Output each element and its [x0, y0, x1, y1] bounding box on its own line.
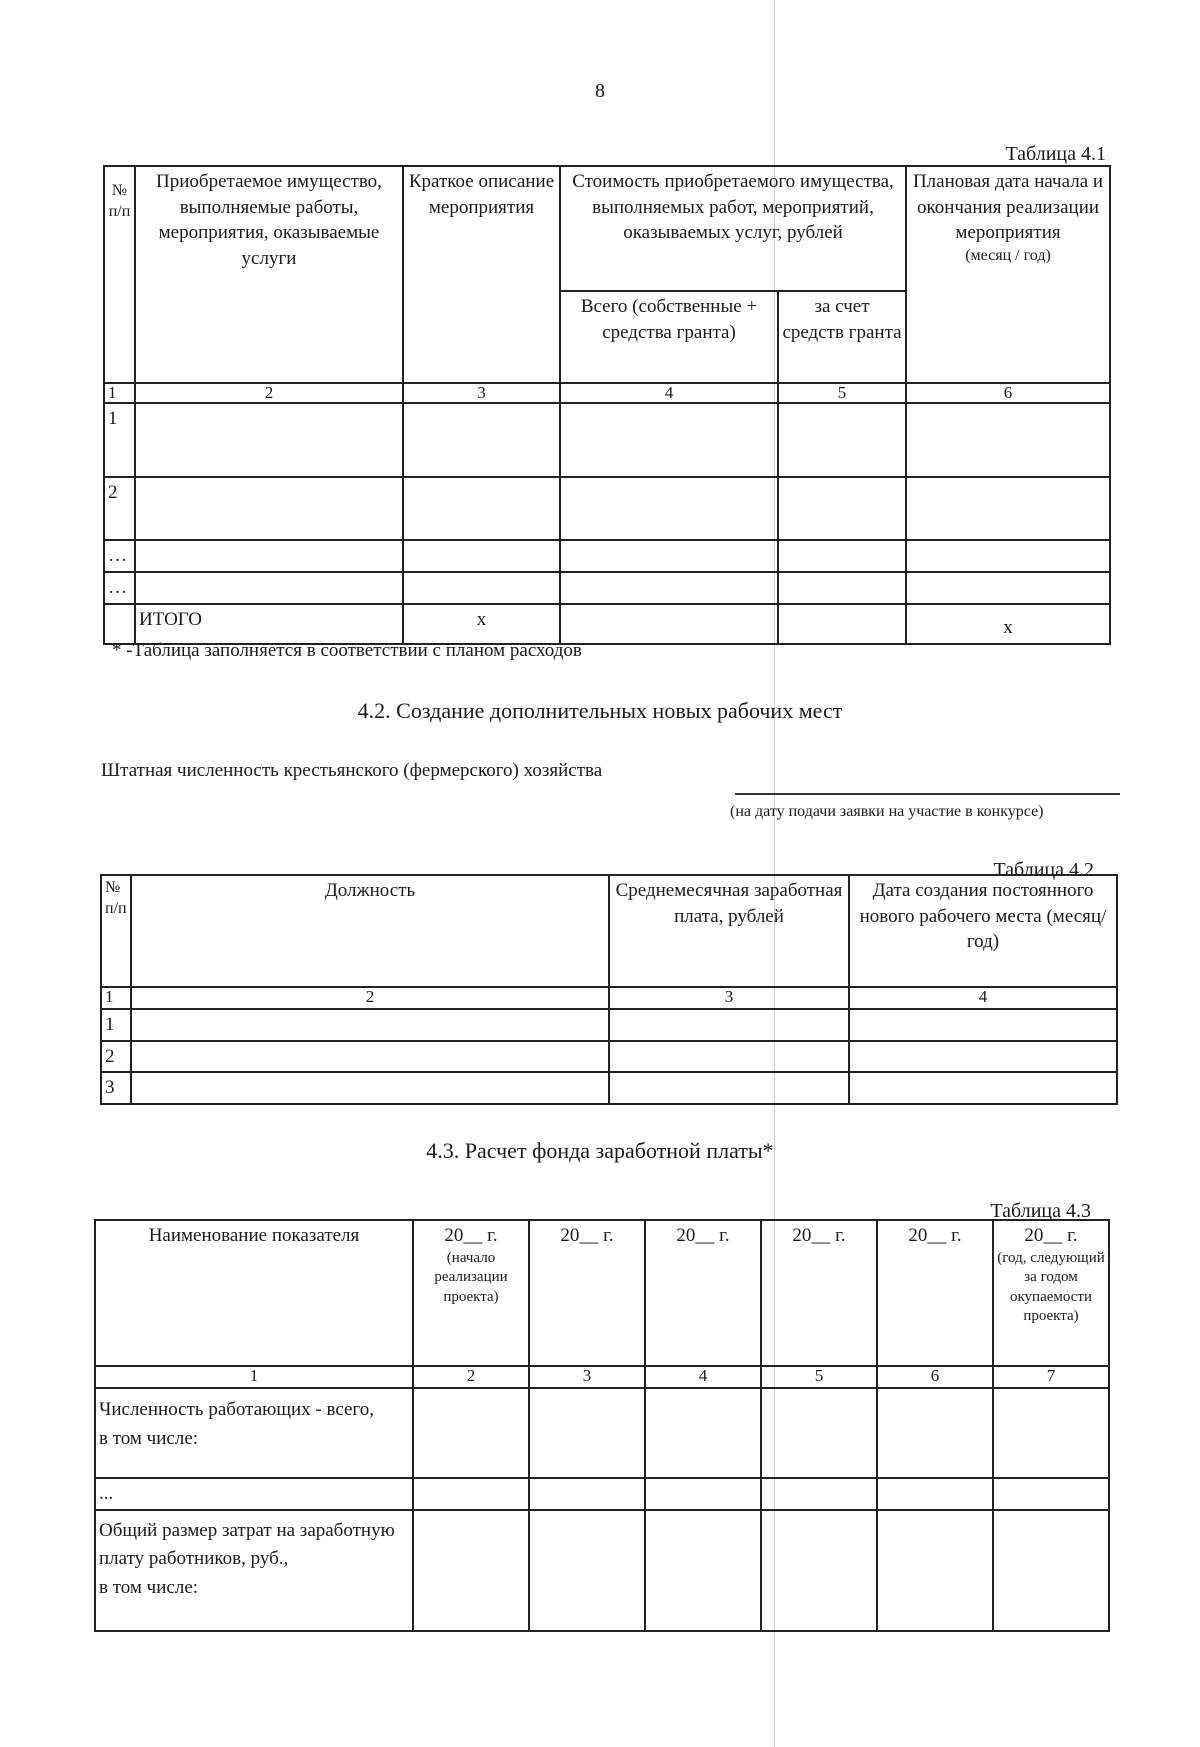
- table-4-2-cell: [131, 1041, 609, 1073]
- table-4-1-header-date-text: Плановая дата начала и окончания реализации мероприятия: [912, 171, 1104, 244]
- table-4-2-header-num: № п/п: [101, 875, 131, 987]
- table-4-3-colnum: 7: [993, 1366, 1109, 1388]
- table-4-3-year-label: 20__ г.: [444, 1225, 498, 1246]
- table-4-2-header-date: Дата создания постоянного нового рабочего места (месяц/год): [849, 875, 1117, 987]
- table-4-3-cell: [993, 1478, 1109, 1510]
- table-4-1-cell: [104, 604, 135, 644]
- table-4-3-cell: [645, 1510, 761, 1631]
- table-4-1-colnum: 6: [906, 383, 1110, 403]
- table-4-1-cell: [135, 403, 403, 477]
- table-4-3-cell: [877, 1478, 993, 1510]
- table-4-2-header-position: Должность: [131, 875, 609, 987]
- table-4-2-colnum: 1: [101, 987, 131, 1009]
- table-4-1-cell: [560, 403, 778, 477]
- table-4-3-row-label: ...: [95, 1478, 413, 1510]
- table-4-3-colnum: 2: [413, 1366, 529, 1388]
- table-4-1-cell: [135, 477, 403, 540]
- table-4-1: [103, 165, 1111, 645]
- table-4-3-cell: [877, 1510, 993, 1631]
- table-4-1-row-num: …: [104, 572, 135, 604]
- table-4-3-row-text: в том числе:: [99, 1576, 199, 1598]
- table-4-1-cell: [403, 403, 560, 477]
- table-4-3-caption: Таблица 4.3: [990, 1200, 1091, 1222]
- staff-count-blank: [735, 793, 1120, 795]
- table-4-3-cell: [413, 1478, 529, 1510]
- table-4-1-cell: [778, 477, 906, 540]
- table-4-3-cell: [761, 1388, 877, 1478]
- table-4-1-cell: [906, 572, 1110, 604]
- table-4-3-cell: [877, 1388, 993, 1478]
- section-4-3-heading: 4.3. Расчет фонда заработной платы*: [426, 1138, 774, 1163]
- table-4-2-cell: [609, 1009, 849, 1041]
- table-4-1-row-num: 2: [104, 477, 135, 540]
- table-4-3-cell: [529, 1388, 645, 1478]
- table-4-1-header-date-sub: (месяц / год): [965, 246, 1051, 264]
- table-4-1-row-num: …: [104, 540, 135, 572]
- table-4-1-cell: [560, 540, 778, 572]
- table-4-3-colnum: 4: [645, 1366, 761, 1388]
- table-4-2-row-num: 1: [101, 1009, 131, 1041]
- table-4-1-cell: [778, 403, 906, 477]
- table-4-1-colnum: 3: [403, 383, 560, 403]
- table-4-1-header-cost: Стоимость приобретаемого имущества, выполняемых работ, мероприятий, оказываемых услуг, рублей: [560, 166, 906, 291]
- table-4-3-start-note: (начало реализации проекта): [434, 1249, 508, 1305]
- table-4-3-cell: [413, 1510, 529, 1631]
- table-4-1-header-date: [906, 166, 1110, 383]
- section-4-2-heading: 4.2. Создание дополнительных новых рабочих мест: [357, 698, 843, 723]
- table-4-1-header-desc: Краткое описание мероприятия: [403, 166, 560, 383]
- table-4-3-row-label: [95, 1510, 413, 1631]
- table-4-3-year-label: 20__ г.: [877, 1220, 993, 1366]
- table-4-3-cell: [529, 1510, 645, 1631]
- table-4-2-caption: Таблица 4.2: [993, 859, 1094, 881]
- table-4-3: [94, 1219, 1110, 1632]
- table-4-1-cell: [560, 477, 778, 540]
- table-4-1-colnum: 5: [778, 383, 906, 403]
- table-4-3-header-year-last: [993, 1220, 1109, 1366]
- table-4-2-colnum: 2: [131, 987, 609, 1009]
- table-4-3-year-label: 20__ г.: [1024, 1225, 1078, 1246]
- table-4-3-row-text: в том числе:: [99, 1428, 199, 1450]
- staff-count-note: (на дату подачи заявки на участие в конкурсе): [730, 803, 1044, 820]
- table-4-2-row-num: 2: [101, 1041, 131, 1073]
- table-4-1-total-date: х: [906, 604, 1110, 644]
- table-4-2-cell: [609, 1072, 849, 1104]
- table-4-3-year-label: 20__ г.: [761, 1220, 877, 1366]
- table-4-1-cell: [560, 572, 778, 604]
- table-4-2-cell: [131, 1009, 609, 1041]
- table-4-2-cell: [609, 1041, 849, 1073]
- table-4-1-header-item: Приобретаемое имущество, выполняемые работы, мероприятия, оказываемые услуги: [135, 166, 403, 383]
- table-4-3-header-year-start: [413, 1220, 529, 1366]
- table-4-2-cell: [849, 1072, 1117, 1104]
- table-4-1-cell: [403, 477, 560, 540]
- table-4-2-row-num: 3: [101, 1072, 131, 1104]
- table-4-3-row-text: Численность работающих - всего,: [99, 1399, 374, 1420]
- table-4-1-header-total: Всего (собственные + средства гранта): [560, 291, 778, 383]
- table-4-1-cell: [560, 604, 778, 644]
- table-4-1-cell: [403, 540, 560, 572]
- table-4-3-cell: [529, 1478, 645, 1510]
- page-number: 8: [595, 80, 605, 102]
- table-4-2-colnum: 4: [849, 987, 1117, 1009]
- table-4-1-header-grant: за счет средств гранта: [778, 291, 906, 383]
- table-4-1-cell: [906, 540, 1110, 572]
- table-4-3-colnum: 5: [761, 1366, 877, 1388]
- table-4-3-header-indicator: Наименование показателя: [95, 1220, 413, 1366]
- table-4-3-year-label: 20__ г.: [645, 1220, 761, 1366]
- table-4-3-row-text: Общий размер затрат на заработную плату работников, руб.,: [99, 1519, 395, 1570]
- table-4-3-cell: [761, 1478, 877, 1510]
- table-4-2: [100, 874, 1118, 1105]
- table-4-1-cell: [403, 572, 560, 604]
- table-4-1-cell: [778, 604, 906, 644]
- table-4-1-colnum: 2: [135, 383, 403, 403]
- table-4-2-cell: [849, 1009, 1117, 1041]
- table-4-3-row-label: [95, 1388, 413, 1478]
- table-4-1-total-desc: х: [403, 604, 560, 644]
- table-4-3-colnum: 3: [529, 1366, 645, 1388]
- table-4-3-cell: [993, 1388, 1109, 1478]
- table-4-1-cell: [778, 572, 906, 604]
- table-4-2-cell: [131, 1072, 609, 1104]
- table-4-1-row-num: 1: [104, 403, 135, 477]
- table-4-3-cell: [645, 1388, 761, 1478]
- table-4-2-colnum: 3: [609, 987, 849, 1009]
- table-4-1-total-label: ИТОГО: [135, 604, 403, 644]
- table-4-3-cell: [993, 1510, 1109, 1631]
- table-4-3-cell: [645, 1478, 761, 1510]
- table-4-2-header-salary: Среднемесячная заработная плата, рублей: [609, 875, 849, 987]
- table-4-3-colnum: 1: [95, 1366, 413, 1388]
- staff-count-label: Штатная численность крестьянского (фермерского) хозяйства: [101, 760, 603, 781]
- table-4-1-header-num: № п/п: [104, 166, 135, 383]
- table-4-3-cell: [413, 1388, 529, 1478]
- table-4-1-cell: [135, 572, 403, 604]
- table-4-3-year-label: 20__ г.: [529, 1220, 645, 1366]
- table-4-1-colnum: 1: [104, 383, 135, 403]
- table-4-2-cell: [849, 1041, 1117, 1073]
- table-4-1-caption: Таблица 4.1: [1005, 143, 1106, 165]
- table-4-3-cell: [761, 1510, 877, 1631]
- table-4-3-colnum: 6: [877, 1366, 993, 1388]
- table-4-3-last-note: (год, следующий за годом окупаемости проекта): [997, 1249, 1105, 1325]
- table-4-1-cell: [778, 540, 906, 572]
- table-4-1-cell: [906, 477, 1110, 540]
- table-4-1-cell: [906, 403, 1110, 477]
- table-4-1-colnum: 4: [560, 383, 778, 403]
- table-4-1-cell: [135, 540, 403, 572]
- table-4-1-footnote: * -Таблица заполняется в соответствии с планом расходов: [112, 640, 582, 661]
